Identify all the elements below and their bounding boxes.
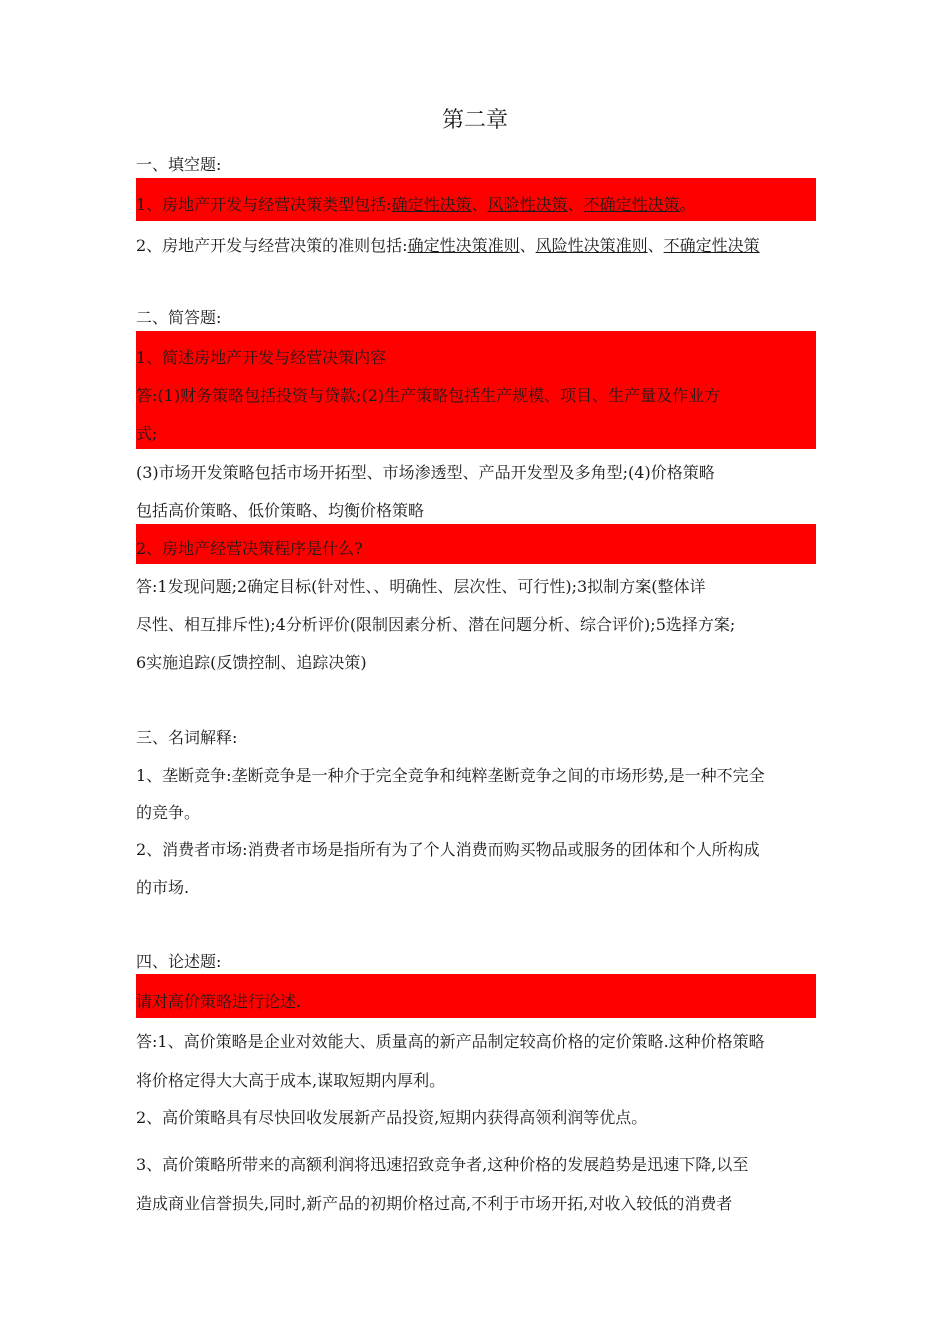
fill-in-q1-answer-a: 确定性决策 [391, 195, 472, 214]
definition-1-line-2: 的竞争。 [136, 803, 201, 822]
short-answer-answer-1-line-3: (3)市场开发策略包括市场开拓型、市场渗透型、产品开发型及多角型;(4)价格策略 [136, 463, 715, 482]
short-answer-answer-2-line-3: 6实施追踪(反馈控制、追踪决策) [136, 653, 367, 672]
short-answer-answer-1-line-1: 答:(1)财务策略包括投资与贷款;(2)生产策略包括生产规模、项目、生产量及作业方 [136, 386, 721, 405]
definition-1-line-1: 1、垄断竞争:垄断竞争是一种介于完全竞争和纯粹垄断竞争之间的市场形势,是一种不完全 [136, 766, 765, 785]
essay-answer-line-5: 造成商业信誉损失,同时,新产品的初期价格过高,不利于市场开拓,对收入较低的消费者 [136, 1194, 733, 1213]
essay-answer-line-1: 答:1、高价策略是企业对效能大、质量高的新产品制定较高价格的定价策略.这种价格策略 [136, 1032, 765, 1051]
essay-answer-line-4: 3、高价策略所带来的高额利润将迅速招致竞争者,这种价格的发展趋势是迅速下降,以至 [136, 1155, 749, 1174]
short-answer-answer-1-line-2: 式; [136, 424, 158, 443]
fill-in-q2-answer-a: 确定性决策准则 [407, 236, 520, 255]
fill-in-q2-answer-b: 风险性决策准则 [535, 236, 648, 255]
section-heading-fill-in: 一、填空题: [136, 155, 222, 174]
section-heading-short-answer: 二、简答题: [136, 308, 222, 327]
separator: 、 [519, 236, 536, 255]
fill-in-q2-answer-c: 不确定性决策 [663, 236, 760, 255]
period: 。 [679, 195, 696, 214]
separator: 、 [647, 236, 664, 255]
fill-in-question-2 [136, 234, 816, 258]
separator: 、 [471, 195, 488, 214]
fill-in-question-1 [136, 193, 816, 217]
fill-in-q1-prefix: 1、房地产开发与经营决策类型包括: [136, 195, 392, 214]
short-answer-answer-2-line-1: 答:1发现问题;2确定目标(针对性、、明确性、层次性、可行性);3拟制方案(整体详 [136, 577, 706, 596]
section-heading-essay: 四、论述题: [136, 952, 222, 971]
essay-answer-line-3: 2、高价策略具有尽快回收发展新产品投资,短期内获得高领利润等优点。 [136, 1108, 648, 1127]
definition-2-line-1: 2、消费者市场:消费者市场是指所有为了个人消费而购买物品或服务的团体和个人所构成 [136, 840, 760, 859]
essay-question: 请对高价策略进行论述. [136, 992, 302, 1011]
chapter-title: 第二章 [441, 108, 508, 133]
short-answer-question-1: 1、简述房地产开发与经营决策内容 [136, 348, 387, 367]
section-heading-definitions: 三、名词解释: [136, 728, 238, 747]
fill-in-q2-prefix: 2、房地产开发与经营决策的准则包括: [136, 236, 408, 255]
short-answer-answer-2-line-2: 尽性、相互排斥性);4分析评价(限制因素分析、潜在问题分析、综合评价);5选择方案; [136, 615, 736, 634]
definition-2-line-2: 的市场. [136, 878, 190, 897]
separator: 、 [567, 195, 584, 214]
short-answer-question-2: 2、房地产经营决策程序是什么? [136, 539, 363, 558]
fill-in-q1-answer-c: 不确定性决策 [583, 195, 680, 214]
essay-answer-line-2: 将价格定得大大高于成本,谋取短期内厚利。 [136, 1071, 446, 1090]
fill-in-q1-answer-b: 风险性决策 [487, 195, 568, 214]
short-answer-answer-1-line-4: 包括高价策略、低价策略、均衡价格策略 [136, 501, 425, 520]
